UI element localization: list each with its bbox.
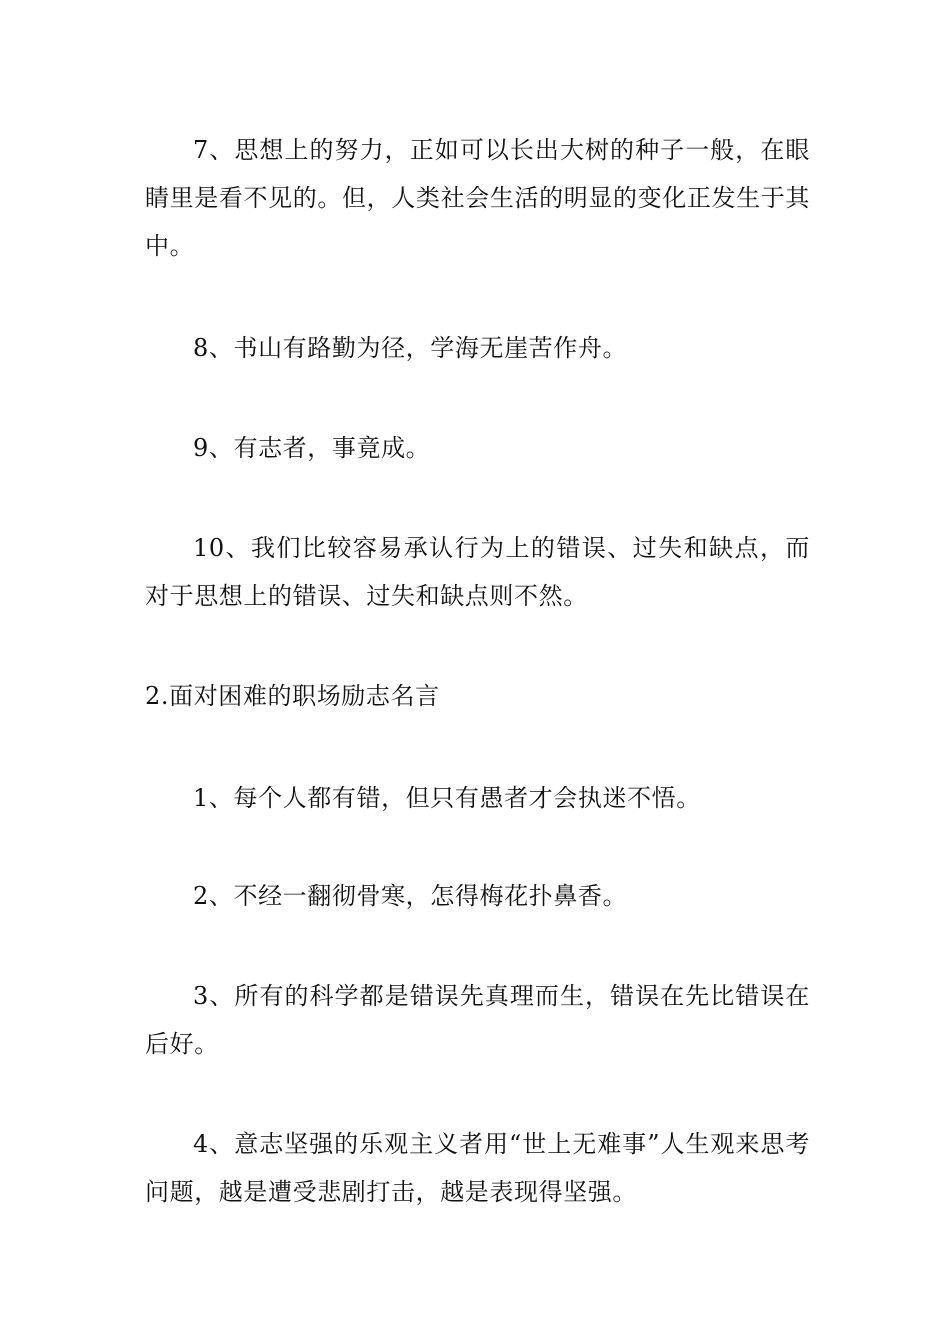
section-heading: 2.面对困难的职场励志名言 bbox=[145, 682, 440, 710]
quote-paragraph-8: 8、书山有路勤为径，学海无崖苦作舟。 bbox=[193, 334, 628, 362]
quote-paragraph-7: 7、思想上的努力，正如可以长出大树的种子一般，在眼睛里是看不见的。但，人类社会生活的明显的变化正发生于其中。 bbox=[145, 136, 810, 260]
quote-paragraph-10: 10、我们比较容易承认行为上的错误、过失和缺点，而对于思想上的错误、过失和缺点则不然。 bbox=[145, 534, 810, 610]
quote-paragraph-4: 4、意志坚强的乐观主义者用“世上无难事”人生观来思考问题，越是遭受悲剧打击，越是表现得坚强。 bbox=[145, 1130, 810, 1206]
quote-paragraph-9: 9、有志者，事竟成。 bbox=[193, 434, 431, 462]
quote-paragraph-2: 2、不经一翻彻骨寒，怎得梅花扑鼻香。 bbox=[193, 882, 628, 910]
quote-paragraph-3: 3、所有的科学都是错误先真理而生，错误在先比错误在后好。 bbox=[145, 982, 810, 1058]
quote-paragraph-1: 1、每个人都有错，但只有愚者才会执迷不悟。 bbox=[193, 784, 701, 812]
